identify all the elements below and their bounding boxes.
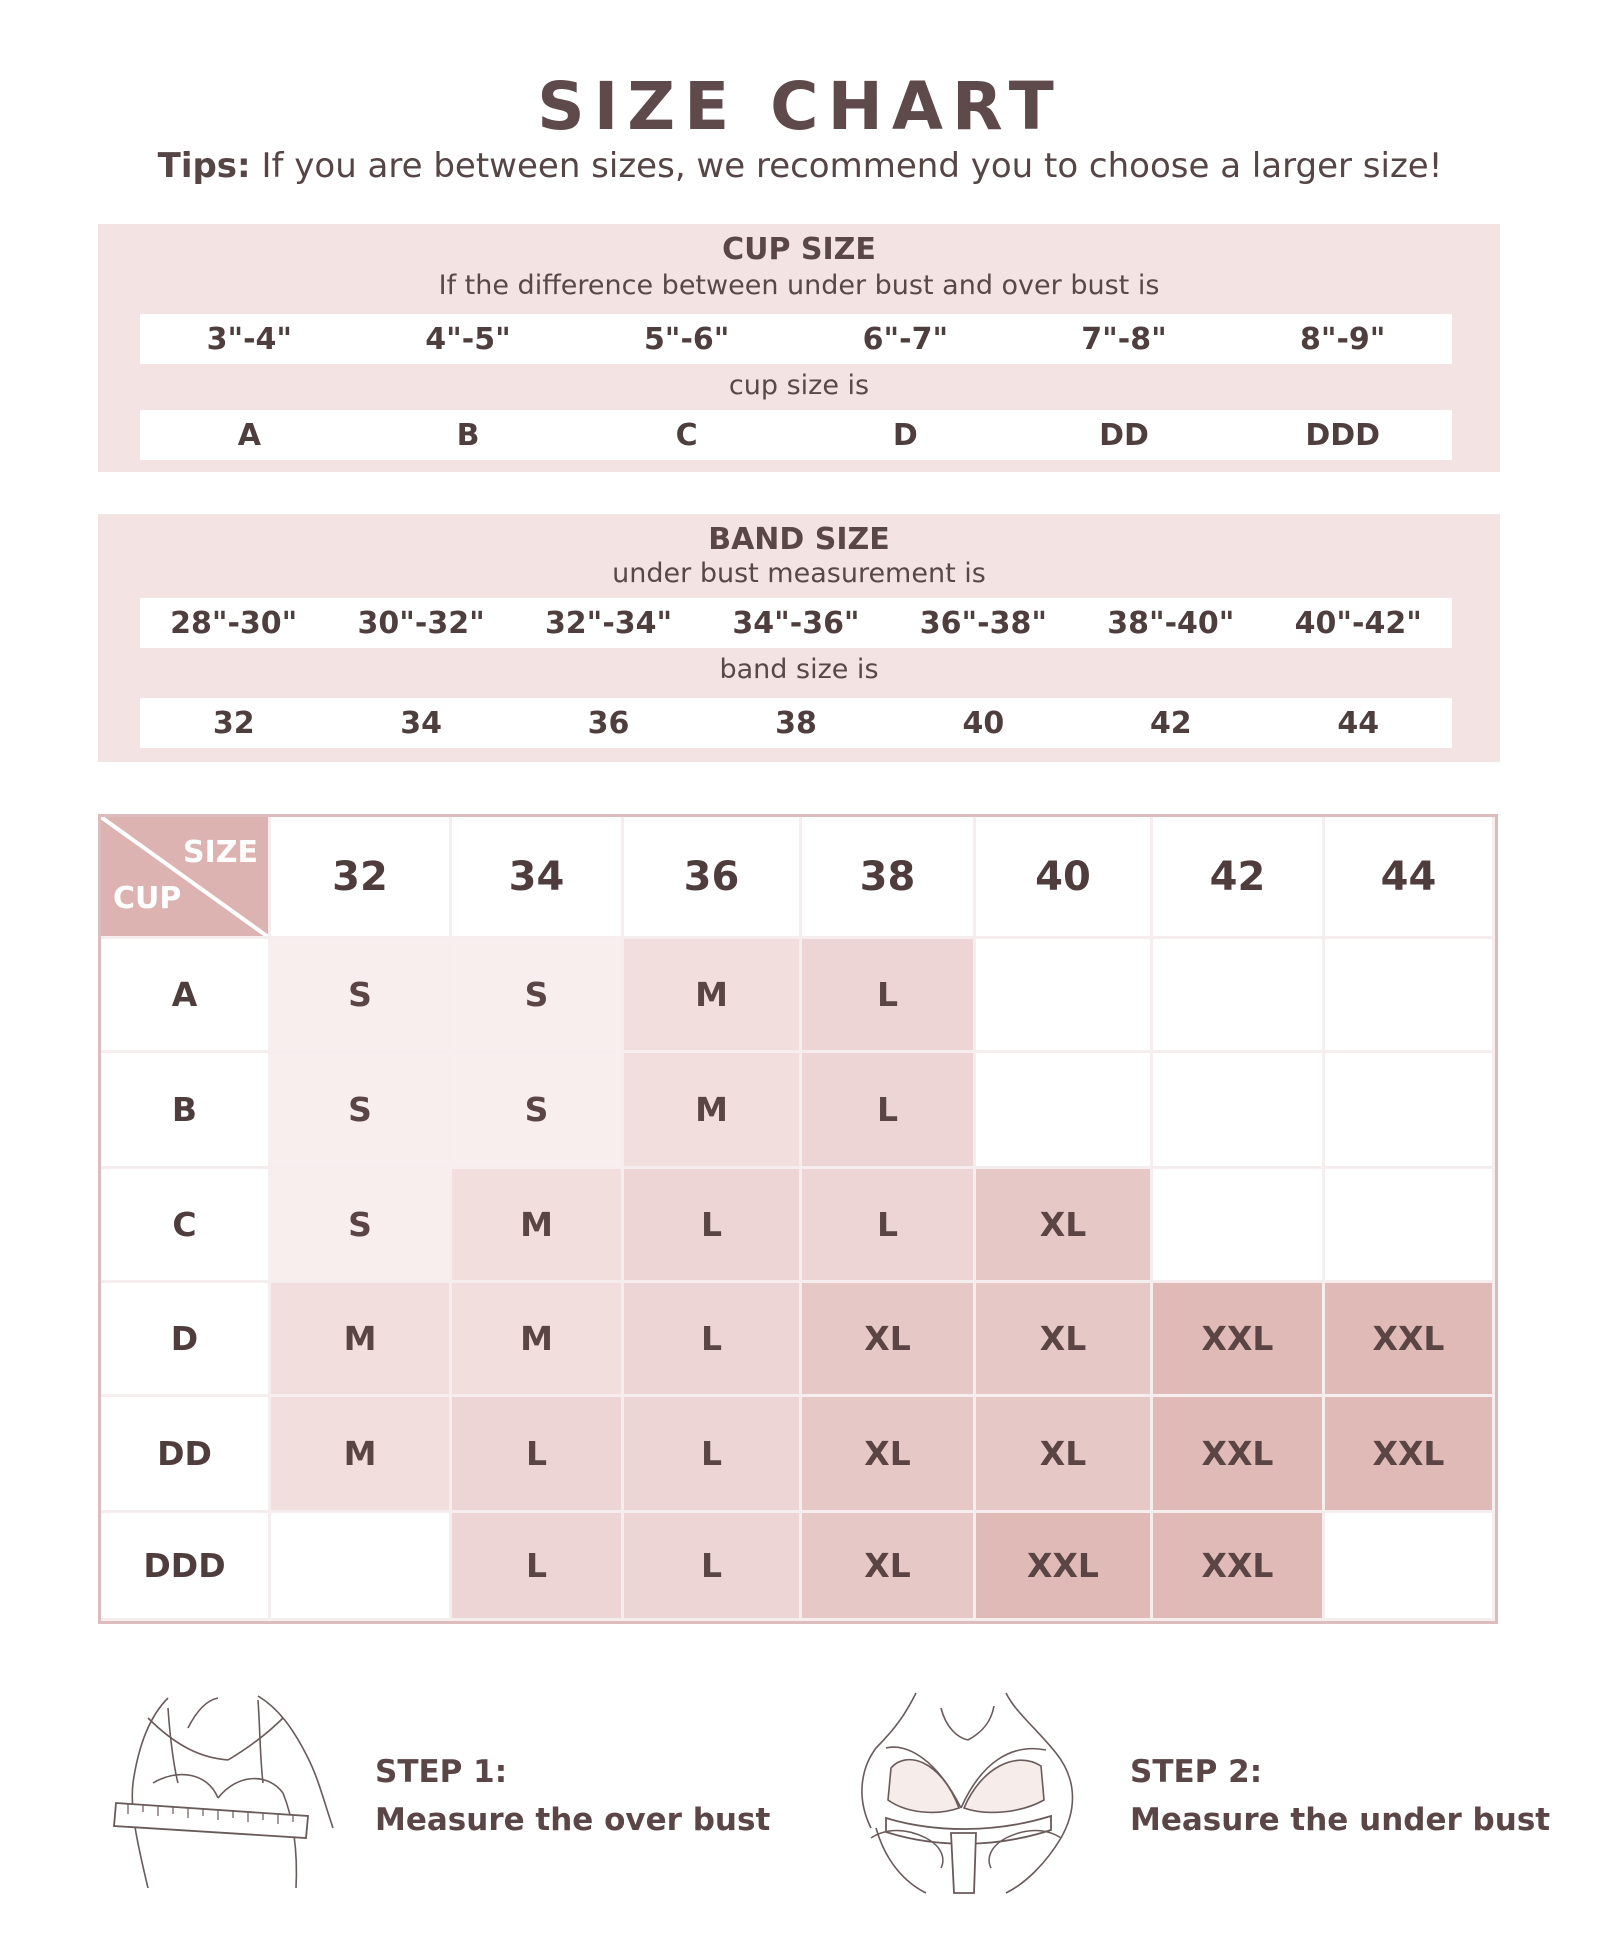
size-cell: XXL [1153, 1397, 1325, 1513]
size-cell: XXL [1325, 1283, 1495, 1397]
band-column-header: 32 [271, 817, 452, 939]
page-title: SIZE CHART [537, 68, 1063, 145]
size-grid [101, 817, 1495, 1621]
size-cell: M [452, 1169, 624, 1283]
size-cell: M [624, 939, 802, 1053]
cup-row-header: DD [101, 1397, 271, 1513]
size-cell: XL [976, 1397, 1153, 1513]
band-result-label: band size is [719, 654, 879, 685]
band-number-cell: 44 [1337, 705, 1380, 741]
band-range-cell: 36"-38" [919, 605, 1047, 641]
size-cell: XL [802, 1283, 976, 1397]
band-measure-strip [140, 598, 1452, 648]
size-cell [976, 939, 1153, 1053]
size-cell: XL [976, 1169, 1153, 1283]
over-bust-measure-icon [108, 1688, 338, 1898]
step-2-label: STEP 2: [1130, 1754, 1263, 1790]
under-bust-measure-icon [846, 1688, 1086, 1898]
cup-difference-strip [140, 314, 1452, 364]
band-size-title: BAND SIZE [708, 522, 890, 557]
size-cell: XL [802, 1397, 976, 1513]
cup-range-cell: 4"-5" [425, 321, 511, 357]
size-cell: XXL [1325, 1397, 1495, 1513]
tips-text: If you are between sizes, we recommend you to choose a larger size! [261, 146, 1443, 186]
grid-corner-header [101, 817, 271, 939]
size-cell: L [802, 1053, 976, 1169]
size-cell: M [452, 1283, 624, 1397]
size-cell: S [452, 939, 624, 1053]
band-range-cell: 38"-40" [1107, 605, 1235, 641]
step-2-text: Measure the under bust [1130, 1802, 1551, 1838]
band-range-cell: 30"-32" [357, 605, 485, 641]
band-number-cell: 38 [775, 705, 817, 741]
step-1 [375, 1748, 770, 1844]
size-cell [976, 1053, 1153, 1169]
cup-letter-cell: DD [1099, 417, 1149, 453]
band-number-strip [140, 698, 1452, 748]
step-1-text: Measure the over bust [375, 1802, 771, 1838]
band-range-cell: 40"-42" [1294, 605, 1422, 641]
size-grid-table [98, 814, 1498, 1624]
band-number-cell: 40 [962, 705, 1005, 741]
size-cell [271, 1513, 452, 1621]
band-column-header: 40 [976, 817, 1153, 939]
size-cell: M [624, 1053, 802, 1169]
band-column-header: 38 [802, 817, 976, 939]
corner-size-label: SIZE [182, 835, 258, 870]
cup-row-header: B [101, 1053, 271, 1169]
size-cell [1153, 1053, 1325, 1169]
size-cell: L [452, 1513, 624, 1621]
size-cell: S [271, 939, 452, 1053]
size-cell: L [624, 1513, 802, 1621]
size-cell: L [802, 1169, 976, 1283]
size-cell [1153, 939, 1325, 1053]
size-cell: M [271, 1397, 452, 1513]
band-size-subtitle: under bust measurement is [612, 558, 986, 589]
size-cell: L [452, 1397, 624, 1513]
cup-range-cell: 3"-4" [206, 321, 293, 357]
cup-row-header: C [101, 1169, 271, 1283]
corner-cup-label: CUP [113, 881, 182, 916]
band-number-cell: 36 [587, 705, 630, 741]
cup-size-panel [98, 224, 1500, 472]
band-column-header: 34 [452, 817, 624, 939]
cup-range-cell: 6"-7" [862, 321, 949, 357]
size-cell [1325, 939, 1495, 1053]
cup-range-cell: 5"-6" [643, 321, 730, 357]
band-column-header: 36 [624, 817, 802, 939]
cup-letter-cell: DDD [1305, 417, 1381, 453]
size-cell: XXL [1153, 1283, 1325, 1397]
step-2 [1130, 1748, 1550, 1844]
cup-range-cell: 7"-8" [1081, 321, 1167, 357]
cup-letter-cell: A [237, 417, 261, 453]
band-size-panel [98, 514, 1500, 762]
size-cell: XL [976, 1283, 1153, 1397]
size-cell [1325, 1513, 1495, 1621]
tips-label: Tips: [157, 146, 251, 186]
size-cell [1325, 1053, 1495, 1169]
cup-result-label: cup size is [728, 370, 870, 401]
size-cell: S [271, 1053, 452, 1169]
cup-letter-cell: B [456, 417, 480, 453]
size-cell: M [271, 1283, 452, 1397]
cup-row-header: D [101, 1283, 271, 1397]
band-number-cell: 32 [212, 705, 255, 741]
size-cell: XXL [1153, 1513, 1325, 1621]
cup-size-subtitle: If the difference between under bust and over bust is [438, 270, 1160, 301]
cup-letter-cell: C [675, 417, 698, 453]
step-1-label: STEP 1: [375, 1754, 508, 1790]
cup-row-header: A [101, 939, 271, 1053]
cup-range-cell: 8"-9" [1299, 321, 1386, 357]
size-cell: S [452, 1053, 624, 1169]
size-cell: XXL [976, 1513, 1153, 1621]
size-cell: L [624, 1283, 802, 1397]
band-range-cell: 32"-34" [544, 605, 673, 641]
band-range-cell: 34"-36" [732, 605, 860, 641]
size-cell: L [624, 1397, 802, 1513]
size-cell: S [271, 1169, 452, 1283]
cup-letter-strip [140, 410, 1452, 460]
tips-line [0, 146, 1600, 186]
size-cell [1153, 1169, 1325, 1283]
cup-size-title: CUP SIZE [722, 232, 876, 267]
cup-letter-cell: D [892, 417, 918, 453]
size-cell [1325, 1169, 1495, 1283]
size-cell: XL [802, 1513, 976, 1621]
band-number-cell: 42 [1149, 705, 1192, 741]
band-range-cell: 28"-30" [170, 605, 298, 641]
band-column-header: 42 [1153, 817, 1325, 939]
size-cell: L [624, 1169, 802, 1283]
cup-row-header: DDD [101, 1513, 271, 1621]
band-number-cell: 34 [400, 705, 442, 741]
size-cell: L [802, 939, 976, 1053]
band-column-header: 44 [1325, 817, 1495, 939]
